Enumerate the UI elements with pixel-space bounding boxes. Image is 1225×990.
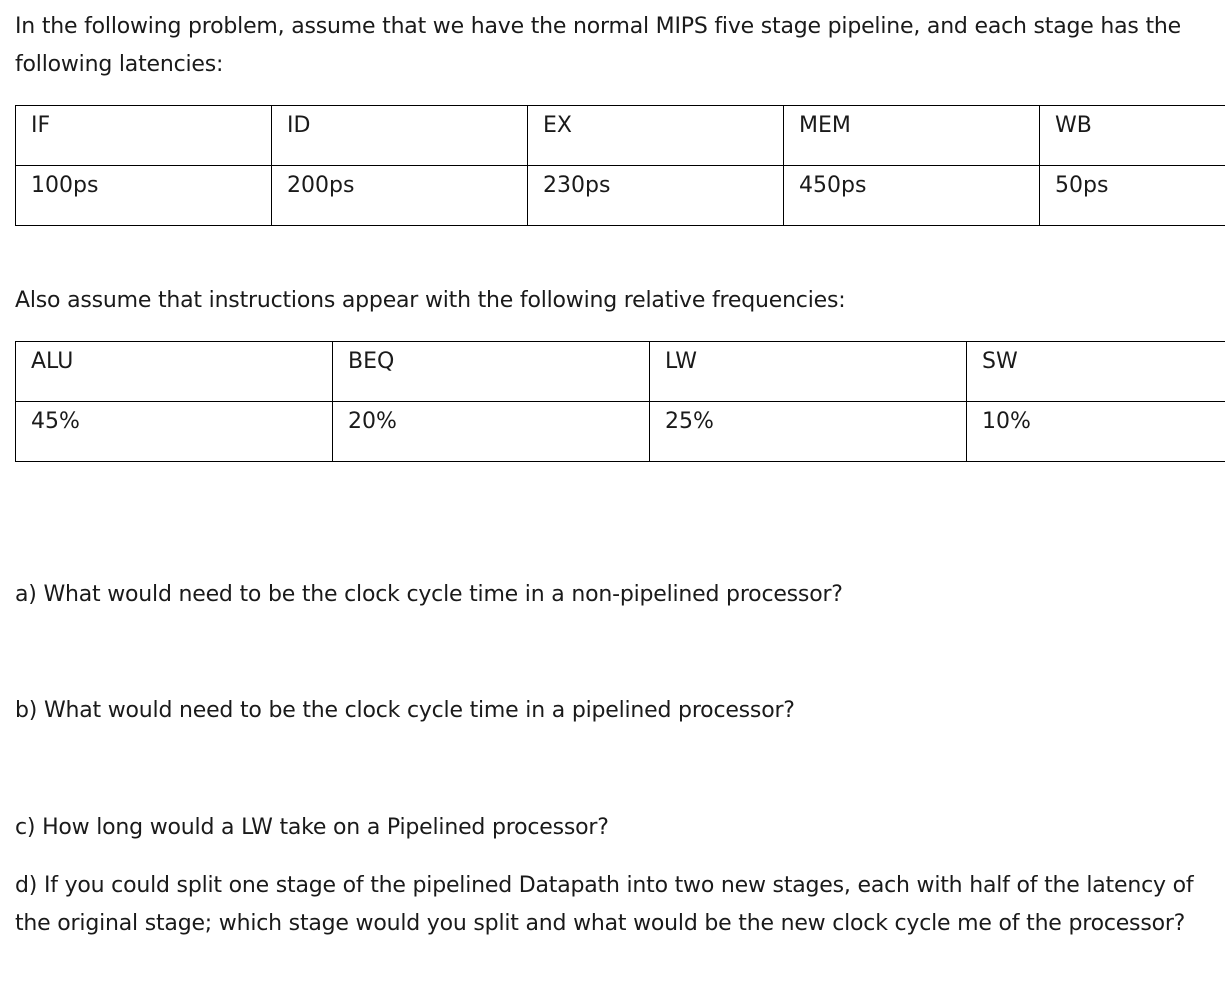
question-d: d) If you could split one stage of the pipelined Datapath into two new stages, each with half of the latency of the original stage; which stage would you split and what would be the new clock cycle me of the processor? — [15, 873, 1194, 936]
question-a: a) What would need to be the clock cycle time in a non-pipelined processor? — [15, 582, 843, 607]
stage-latency-table — [15, 105, 1225, 226]
header-cell-sw: SW — [967, 342, 1225, 402]
table-header-row — [16, 106, 1225, 166]
question-c: c) How long would a LW take on a Pipelined processor? — [15, 815, 609, 840]
latency-cell-if: 100ps — [16, 166, 272, 226]
header-cell-lw: LW — [650, 342, 967, 402]
frequency-cell-sw: 10% — [967, 402, 1225, 462]
question-b: b) What would need to be the clock cycle time in a pipelined processor? — [15, 698, 795, 723]
header-cell-mem: MEM — [784, 106, 1040, 166]
latency-cell-id: 200ps — [272, 166, 528, 226]
latency-cell-mem: 450ps — [784, 166, 1040, 226]
header-cell-if: IF — [16, 106, 272, 166]
table-row — [16, 166, 1225, 226]
header-cell-id: ID — [272, 106, 528, 166]
header-cell-alu: ALU — [16, 342, 333, 402]
table-header-row — [16, 342, 1225, 402]
header-cell-wb: WB — [1040, 106, 1225, 166]
frequency-cell-lw: 25% — [650, 402, 967, 462]
frequency-intro: Also assume that instructions appear with the following relative frequencies: — [15, 288, 846, 313]
header-cell-ex: EX — [528, 106, 784, 166]
frequency-cell-beq: 20% — [333, 402, 650, 462]
frequency-cell-alu: 45% — [16, 402, 333, 462]
table-row — [16, 402, 1225, 462]
latency-cell-ex: 230ps — [528, 166, 784, 226]
problem-intro: In the following problem, assume that we have the normal MIPS five stage pipeline, and each stage has the following latencies: — [15, 14, 1181, 77]
instruction-frequency-table — [15, 341, 1225, 462]
latency-cell-wb: 50ps — [1040, 166, 1225, 226]
header-cell-beq: BEQ — [333, 342, 650, 402]
